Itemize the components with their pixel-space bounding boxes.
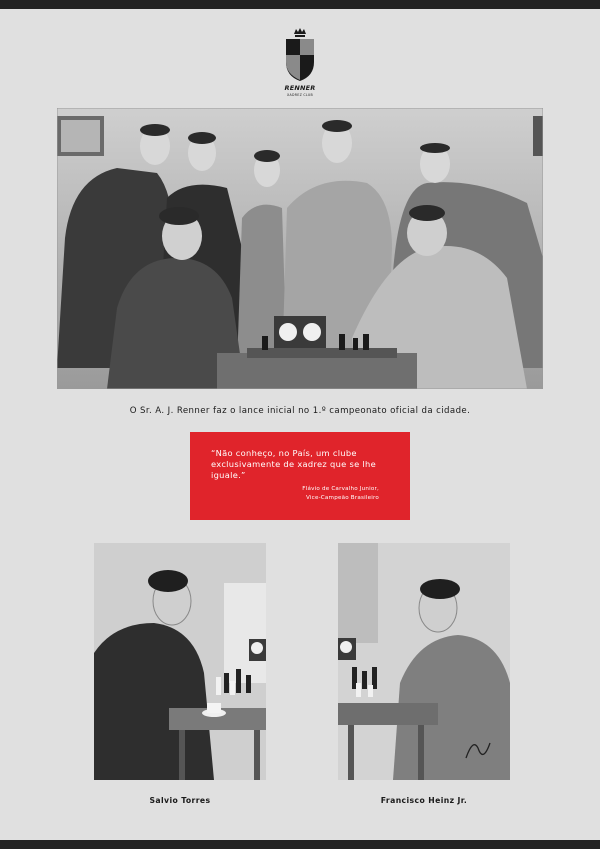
logo-name: RENNER [284, 84, 316, 92]
club-logo [282, 28, 318, 103]
portrait-francisco-heinz [338, 543, 510, 780]
logo-subtitle: XADREZ CLUB [287, 93, 313, 97]
main-photo-chess-opening [57, 108, 543, 389]
quote-author-name: Flávio de Carvalho Junior, [302, 486, 379, 492]
portrait-caption-salvio-torres: Salvio Torres [149, 796, 211, 805]
portrait-salvio-torres [94, 543, 266, 780]
crown-shield-icon [282, 28, 318, 84]
quote-box [190, 432, 410, 520]
portrait-caption-francisco-heinz: Francisco Heinz Jr. [380, 796, 468, 805]
main-photo-caption: O Sr. A. J. Renner faz o lance inicial no 1.º campeonato oficial da cidade. [129, 406, 471, 416]
quote-text: “Não conheço, no País, um clube exclusivamente de xadrez que se lhe iguale.” [211, 448, 377, 480]
quote-author-title: Vice-Campeão Brasileiro [306, 495, 379, 501]
page [0, 9, 600, 840]
quote-attribution [302, 485, 379, 503]
